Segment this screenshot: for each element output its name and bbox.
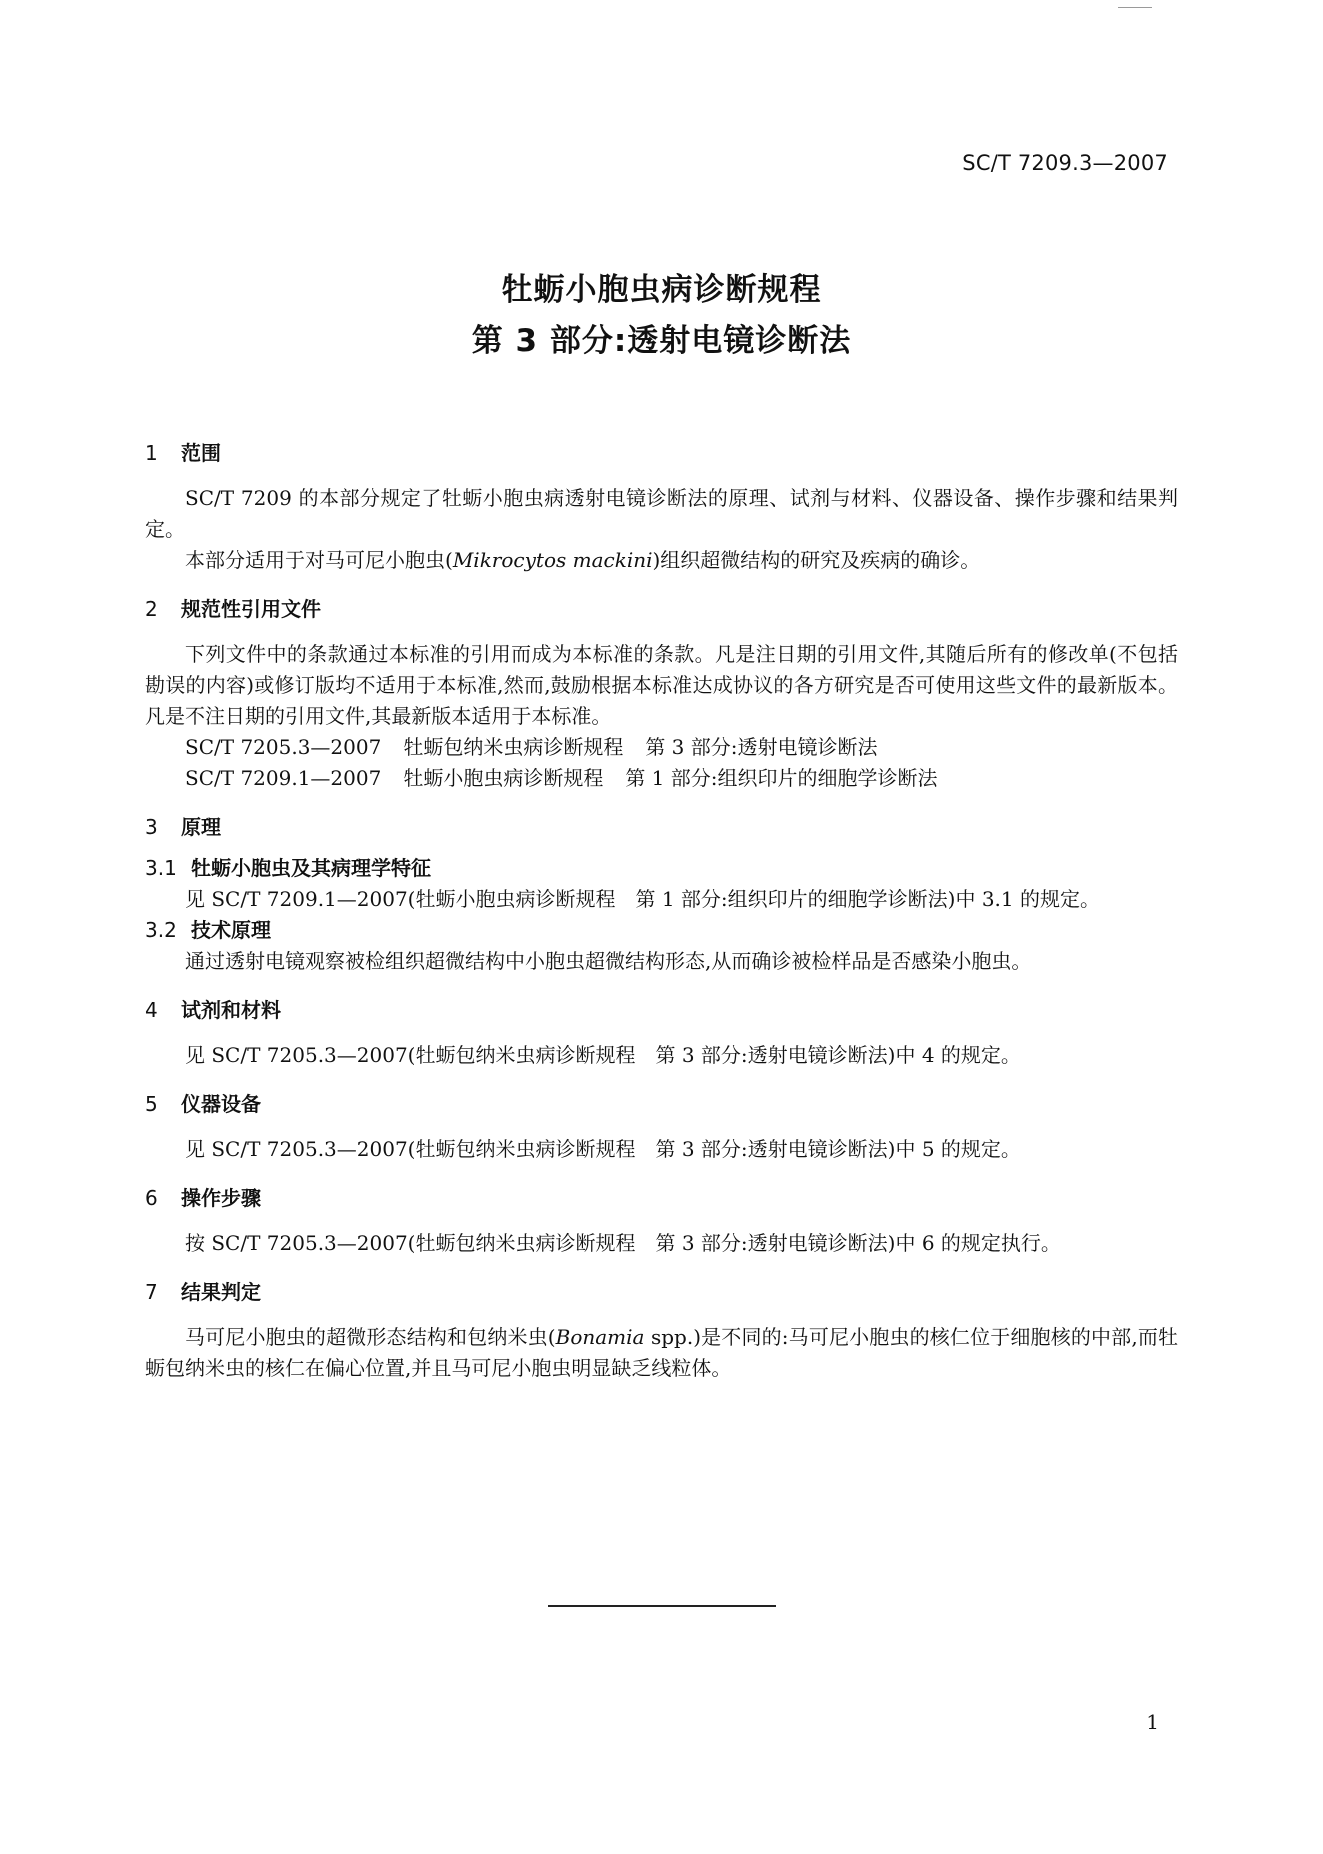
- section-5-heading: [145, 1089, 1178, 1120]
- section-number: 2: [145, 597, 158, 621]
- text-segment: spp.)是不同的:马可尼小胞虫的核仁位于细胞核的中部,而牡蛎包纳米虫的核仁在偏心位置,并且马可尼小胞虫明显缺乏线粒体。: [145, 1325, 1178, 1380]
- section-number: 1: [145, 441, 158, 465]
- section-number: 7: [145, 1280, 158, 1304]
- text-segment: 马可尼小胞虫的超微形态结构和包纳米虫(: [185, 1325, 556, 1349]
- section-title: 原理: [181, 815, 221, 839]
- section-5-paragraph: 见 SC/T 7205.3—2007(牡蛎包纳米虫病诊断规程 第 3 部分:透射电镜诊断法)中 5 的规定。: [185, 1137, 1021, 1161]
- section-number: 5: [145, 1092, 158, 1116]
- section-1-heading: [145, 438, 1178, 469]
- species-name: Mikrocytos mackini: [452, 548, 653, 572]
- section-title: 操作步骤: [181, 1186, 261, 1210]
- section-3-heading: [145, 812, 1178, 843]
- section-title: 牡蛎小胞虫及其病理学特征: [191, 856, 431, 880]
- section-number: 3.2: [145, 918, 177, 942]
- section-title: 仪器设备: [181, 1092, 261, 1116]
- section-7-heading: [145, 1277, 1178, 1308]
- reference-item: [145, 732, 1178, 763]
- section-2-heading: [145, 594, 1178, 625]
- section-title: 范围: [181, 441, 221, 465]
- section-1-paragraph-1: SC/T 7209 的本部分规定了牡蛎小胞虫病透射电镜诊断法的原理、试剂与材料、仪器设备、操作步骤和结果判定。: [145, 486, 1178, 541]
- end-rule: [548, 1605, 776, 1607]
- corner-mark: [1118, 7, 1152, 8]
- section-1-paragraph-2: [145, 545, 1178, 576]
- reference-part: 第 1 部分:组织印片的细胞学诊断法: [625, 766, 938, 790]
- title-part: 第 3 部分:透射电镜诊断法: [471, 323, 852, 359]
- section-2-paragraph-1: 下列文件中的条款通过本标准的引用而成为本标准的条款。凡是注日期的引用文件,其随后所有的修改单(不包括勘误的内容)或修订版均不适用于本标准,然而,鼓励根据本标准达成协议的各方研究是否可使用这些文件的最新版本。凡是不注日期的引用文件,其最新版本适用于本标准。: [145, 642, 1178, 728]
- section-3-1-heading: [145, 853, 1178, 884]
- section-number: 3: [145, 815, 158, 839]
- section-3-2-heading: [145, 915, 1178, 946]
- reference-title: 牡蛎包纳米虫病诊断规程: [403, 735, 624, 759]
- section-7-paragraph: [145, 1322, 1178, 1384]
- section-title: 结果判定: [181, 1280, 261, 1304]
- reference-title: 牡蛎小胞虫病诊断规程: [403, 766, 604, 790]
- section-6-paragraph: 按 SC/T 7205.3—2007(牡蛎包纳米虫病诊断规程 第 3 部分:透射电镜诊断法)中 6 的规定执行。: [185, 1231, 1061, 1255]
- section-4-heading: [145, 995, 1178, 1026]
- genus-name: Bonamia: [555, 1325, 645, 1349]
- page-number: 1: [1146, 1710, 1159, 1734]
- reference-code: SC/T 7209.1—2007: [185, 766, 382, 790]
- section-3-2-paragraph: 通过透射电镜观察被检组织超微结构中小胞虫超微结构形态,从而确诊被检样品是否感染小胞虫。: [185, 949, 1032, 973]
- section-title: 试剂和材料: [181, 998, 281, 1022]
- reference-item: [145, 763, 1178, 794]
- section-number: 3.1: [145, 856, 177, 880]
- standard-number: SC/T 7209.3—2007: [962, 151, 1168, 175]
- section-number: 4: [145, 998, 158, 1022]
- text-segment: )组织超微结构的研究及疾病的确诊。: [652, 548, 981, 572]
- section-title: 规范性引用文件: [181, 597, 321, 621]
- text-segment: 本部分适用于对马可尼小胞虫(: [185, 548, 453, 572]
- document-body: [145, 438, 1178, 1384]
- section-number: 6: [145, 1186, 158, 1210]
- reference-code: SC/T 7205.3—2007: [185, 735, 382, 759]
- section-title: 技术原理: [191, 918, 271, 942]
- reference-part: 第 3 部分:透射电镜诊断法: [645, 735, 878, 759]
- title-main: 牡蛎小胞虫病诊断规程: [501, 272, 822, 308]
- section-4-paragraph: 见 SC/T 7205.3—2007(牡蛎包纳米虫病诊断规程 第 3 部分:透射电镜诊断法)中 4 的规定。: [185, 1043, 1021, 1067]
- section-6-heading: [145, 1183, 1178, 1214]
- section-3-1-paragraph: 见 SC/T 7209.1—2007(牡蛎小胞虫病诊断规程 第 1 部分:组织印片的细胞学诊断法)中 3.1 的规定。: [185, 887, 1100, 911]
